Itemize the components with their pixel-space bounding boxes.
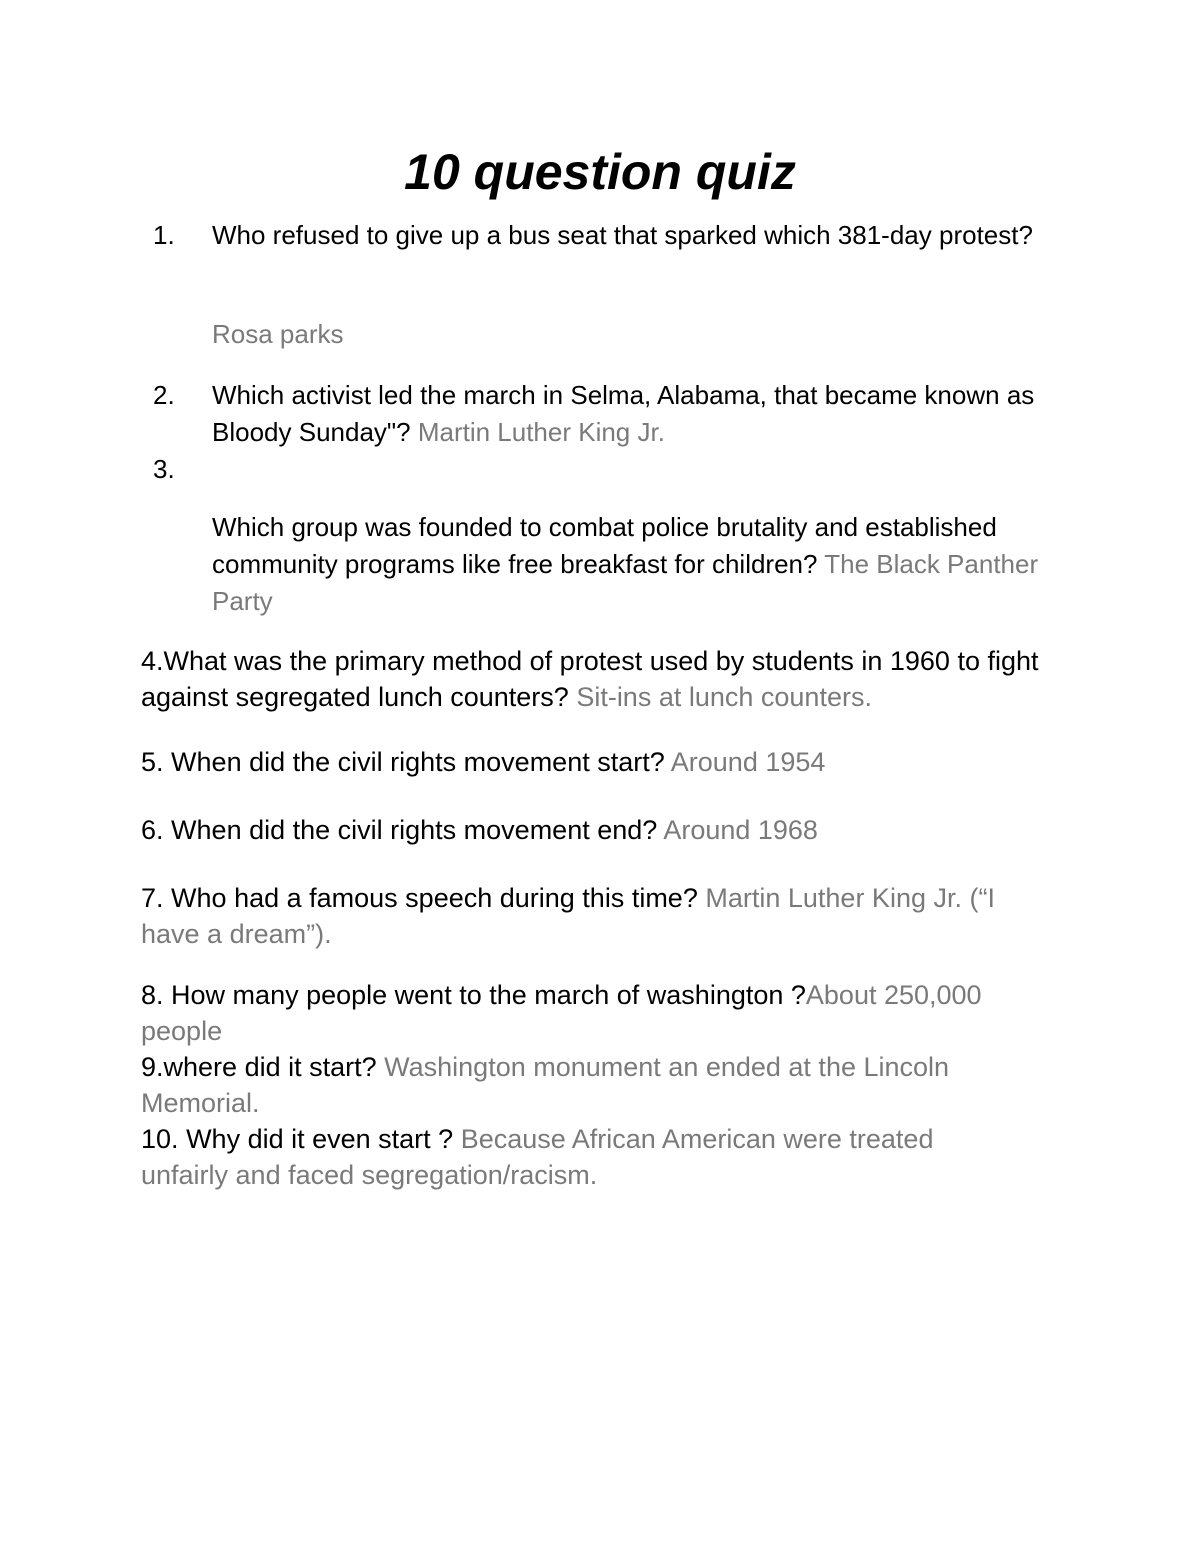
answer-text: Martin Luther King Jr. xyxy=(417,417,665,447)
question-text: When did the civil rights movement end? xyxy=(171,815,658,845)
question-item-8 xyxy=(141,977,1021,1049)
question-block xyxy=(212,377,1072,451)
question-block xyxy=(212,509,1062,620)
page-title: 10 question quiz xyxy=(404,144,796,200)
question-text: What was the primary method of protest used by students in 1960 to fight against segregated lunch counters? xyxy=(141,646,1039,712)
question-text: When did the civil rights movement start? xyxy=(171,747,665,777)
question-item-6 xyxy=(141,812,1081,848)
question-number: 6. xyxy=(141,815,164,845)
question-number: 4. xyxy=(141,646,164,676)
question-number: 9. xyxy=(141,1052,164,1082)
question-item-5 xyxy=(141,744,1081,780)
question-text: where did it start? xyxy=(163,1052,377,1082)
question-number: 10. xyxy=(141,1124,179,1154)
answer-text: Washington monument an ended at the Lincoln Memorial. xyxy=(141,1052,950,1118)
answer-text: Because African American were treated unfairly and faced segregation/racism. xyxy=(141,1124,934,1190)
question-item-9 xyxy=(141,1049,1001,1121)
question-number: 8. xyxy=(141,980,164,1010)
question-text: How many people went to the march of washington ? xyxy=(171,980,806,1010)
answer-text: Rosa parks xyxy=(212,319,344,349)
question-text: Which activist led the march in Selma, Alabama, that became known as Bloody Sunday"? xyxy=(212,380,1035,447)
question-item-7 xyxy=(141,880,1051,952)
question-number: 2. xyxy=(153,380,175,410)
question-text: Who refused to give up a bus seat that sparked which 381-day protest? xyxy=(212,220,1033,250)
question-text: Why did it even start ? xyxy=(186,1124,454,1154)
question-text: Which group was founded to combat police brutality and established community programs like free breakfast for children? xyxy=(212,512,997,579)
answer-text: The Black Panther Party xyxy=(212,549,1039,616)
question-item-10 xyxy=(141,1121,981,1193)
question-number: 3. xyxy=(153,454,175,484)
question-text: Who had a famous speech during this time? xyxy=(171,883,698,913)
answer-text: Sit-ins at lunch counters. xyxy=(576,682,872,712)
answer-text: Around 1954 xyxy=(670,747,826,777)
question-number: 7. xyxy=(141,883,164,913)
answer-text: Martin Luther King Jr. (“I have a dream”). xyxy=(141,883,995,949)
answer-text: Around 1968 xyxy=(663,815,818,845)
question-number: 5. xyxy=(141,747,164,777)
answer-text: About 250,000 people xyxy=(141,980,982,1046)
question-number: 1. xyxy=(153,220,175,250)
question-item-4 xyxy=(141,643,1081,715)
